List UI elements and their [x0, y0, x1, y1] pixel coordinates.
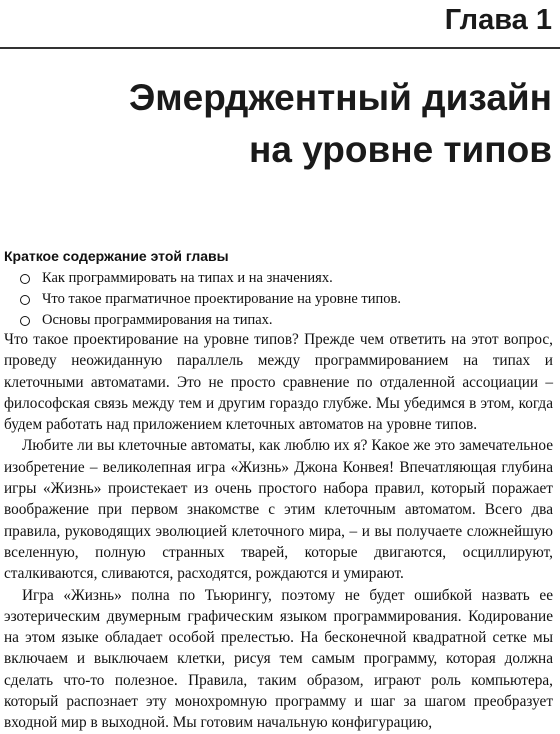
chapter-title [129, 72, 552, 176]
paragraph: Игра «Жизнь» полна по Тьюрингу, поэтому не будет ошибкой назвать ее эзотерическим двумерным графическим языком программирования. Кодирование на этом языке обладает особой прелестью. На бесконечной квадратной сетке мы включаем и выключаем клетки, рисуя тем самым программу, которая должна сделать что-то полезное. Правила, таким образом, играют роль компьютера, который распознает эту монохромную программу и шаг за шагом преобразует входной мир в выходной. Мы готовим начальную конфигурацию, [4, 586, 553, 732]
summary-heading: Краткое содержание этой главы [4, 248, 229, 264]
paragraph: Любите ли вы клеточные автоматы, как люблю их я? Какое же это замечательное изобретение – великолепная игра «Жизнь» Джона Конвея! Впечатляющая глубина игры «Жизнь» проистекает из очень простого набора правил, который поражает воображение при первом знакомстве с этим клеточным автоматом. Всего два правила, руководящих эволюцией клеточного мира, – и вы получаете сложнейшую вселенную, полную странных тварей, которые двигаются, осциллируют, сталкиваются, сливаются, расходятся, рождаются и умирают. [4, 437, 553, 583]
summary-item-text: Что такое прагматичное проектирование на уровне типов. [42, 291, 401, 307]
chapter-summary [4, 246, 553, 331]
summary-item-text: Основы программирования на типах. [42, 312, 273, 328]
summary-item [20, 310, 553, 331]
summary-item [20, 268, 553, 289]
chapter-title-line-2: на уровне типов [248, 129, 552, 170]
circle-bullet-icon [20, 295, 30, 305]
circle-bullet-icon [20, 316, 30, 326]
summary-item-text: Как программировать на типах и на значениях. [42, 270, 333, 286]
header-rule [0, 47, 560, 49]
summary-list [4, 268, 553, 331]
paragraph: Что такое проектирование на уровне типов? Прежде чем ответить на этот вопрос, проведу неожиданную параллель между программированием на типах и клеточными автоматами. Это не просто сравнение по отдаленной ассоциации – философская связь между тем и другим гораздо глубже. Мы убедимся в этом, когда будем работать над приложением клеточных автоматов на уровне типов. [4, 331, 553, 434]
chapter-title-line-1: Эмерджентный дизайн [128, 77, 552, 118]
body-text [4, 329, 553, 734]
chapter-label: Глава 1 [444, 4, 552, 36]
circle-bullet-icon [20, 274, 30, 284]
summary-item [20, 289, 553, 310]
